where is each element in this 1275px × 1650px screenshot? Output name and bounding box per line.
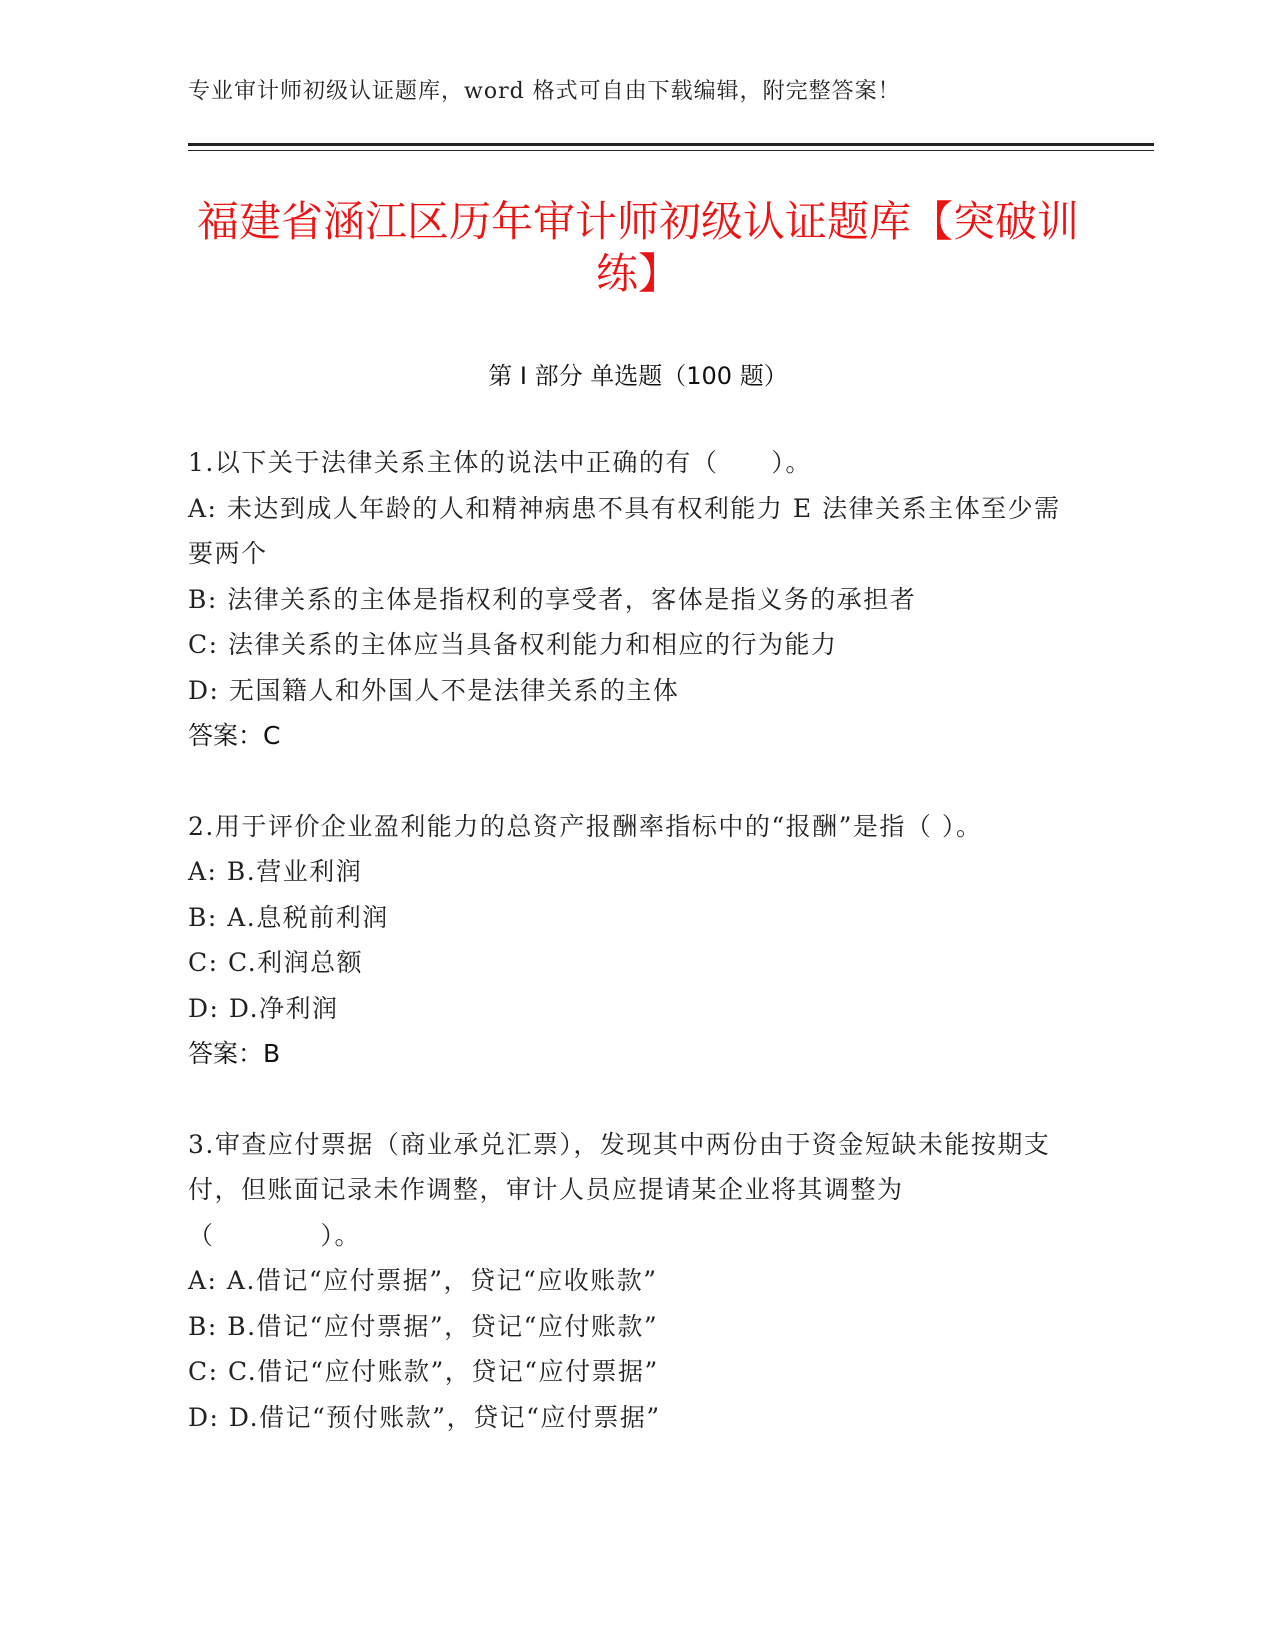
question-item xyxy=(188,1122,1068,1441)
option-d: D: 无国籍人和外国人不是法律关系的主体 xyxy=(188,675,680,705)
question-list xyxy=(188,440,1068,1485)
answer: 答案：B xyxy=(188,1039,281,1068)
question-text: 2.用于评价企业盈利能力的总资产报酬率指标中的“报酬”是指（ ）。 xyxy=(188,811,983,841)
option-c: C: C.借记“应付账款”，贷记“应付票据” xyxy=(188,1357,659,1386)
section-title: 第 I 部分 单选题（100 题） xyxy=(488,362,788,390)
option-d: D: D.借记“预付账款”，贷记“应付票据” xyxy=(188,1402,661,1432)
document-title: 福建省涵江区历年审计师初级认证题库【突破训练】 xyxy=(196,197,1079,298)
option-a: A: 未达到成人年龄的人和精神病患不具有权利能力 E 法律关系主体至少需要两个 xyxy=(188,493,1061,568)
question-item xyxy=(188,804,1068,1077)
header-rule-thin xyxy=(188,150,1154,151)
option-b: B: 法律关系的主体是指权利的享受者，客体是指义务的承担者 xyxy=(188,584,917,614)
header-rule-thick xyxy=(188,143,1154,146)
option-c: C: 法律关系的主体应当具备权利能力和相应的行为能力 xyxy=(188,630,838,659)
option-c: C: C.利润总额 xyxy=(188,948,364,977)
option-b: B: B.借记“应付票据”，贷记“应付账款” xyxy=(188,1311,659,1341)
answer: 答案：C xyxy=(188,721,281,750)
question-item xyxy=(188,440,1068,759)
option-a: A: A.借记“应付票据”，贷记“应收账款” xyxy=(188,1266,658,1295)
question-text: 1.以下关于法律关系主体的说法中正确的有（ ）。 xyxy=(188,448,812,477)
option-a: A: B.营业利润 xyxy=(188,857,363,886)
question-text: 3.审查应付票据（商业承兑汇票），发现其中两份由于资金短缺未能按期支付，但账面记录未作调整，审计人员应提请某企业将其调整为（ ）。 xyxy=(188,1129,1051,1250)
header-note: 专业审计师初级认证题库，word 格式可自由下载编辑，附完整答案！ xyxy=(188,79,901,104)
option-b: B: A.息税前利润 xyxy=(188,902,389,932)
option-d: D: D.净利润 xyxy=(188,993,339,1023)
